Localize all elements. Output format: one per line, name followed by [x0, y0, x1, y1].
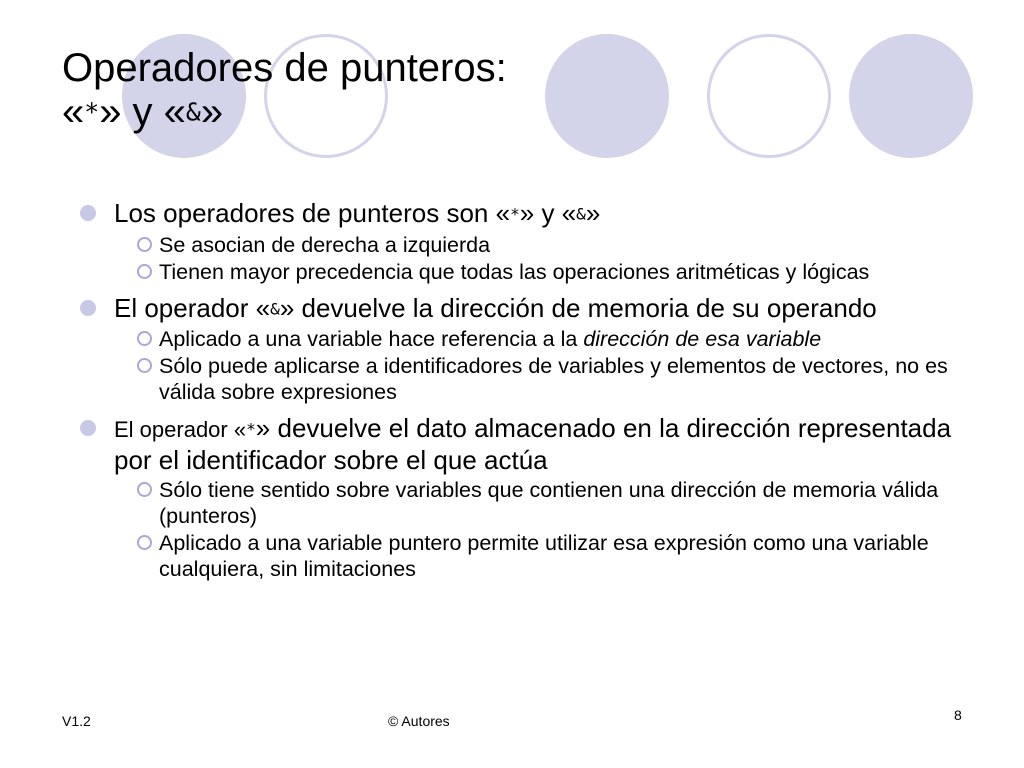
- sub-item-2-2: [114, 353, 960, 405]
- sub-item-2-1-emphasis: dirección de esa variable: [583, 327, 822, 352]
- sub-item-3-1-text: Sólo tiene sentido sobre variables que contienen una dirección de memoria válida (punteros): [159, 478, 939, 529]
- sub-item-1-2-text: Tienen mayor precedencia que todas las operaciones aritméticas y lógicas: [159, 259, 870, 284]
- sub-item-2-1: [114, 326, 960, 352]
- item-2-text-a: El operador «: [114, 292, 271, 323]
- title-text-c: »: [200, 90, 224, 134]
- decorative-ring-4: [707, 34, 831, 158]
- item-1-text-c: »: [585, 198, 601, 228]
- slide-title-line-2: [62, 90, 507, 135]
- sub-item-3-2-text: Aplicado a una variable puntero permite utilizar esa expresión como una variable cualquiera, sin limitaciones: [159, 531, 929, 582]
- slide-title: [62, 46, 507, 135]
- bullet-item-2: [80, 293, 960, 406]
- sub-item-1-1-text: Se asocian de derecha a izquierda: [159, 232, 491, 257]
- ring-bullet-icon: [137, 237, 152, 252]
- slide-title-line-1: Operadores de punteros:: [62, 46, 507, 90]
- bullet-item-1: [80, 198, 960, 285]
- ring-bullet-icon: [137, 482, 152, 497]
- slide-content: [80, 198, 960, 586]
- sub-item-3-1: [114, 477, 960, 529]
- ring-bullet-icon: [137, 331, 152, 346]
- filled-circle-bullet-icon: [80, 205, 96, 221]
- ring-bullet-icon: [137, 358, 152, 373]
- footer-copyright: © Autores: [388, 713, 450, 729]
- item-3-text-b: » devuelve el dato almacenado en la dirección representada por el identificador sobre el que actúa: [114, 413, 952, 476]
- item-2-operator: &: [270, 299, 280, 319]
- bullet-item-3: [80, 413, 960, 582]
- item-3-operator: *: [246, 419, 256, 439]
- sub-list-2: [114, 326, 960, 405]
- sub-item-2-2-text: Sólo puede aplicarse a identificadores de variables y elementos de vectores, no es válida sobre expresiones: [159, 354, 948, 405]
- item-1-operator-2: &: [576, 204, 586, 224]
- ring-bullet-icon: [137, 535, 152, 550]
- sub-item-1-1: [114, 232, 960, 258]
- sub-item-3-2: [114, 530, 960, 582]
- title-text-a: «: [62, 90, 85, 134]
- item-3-text-a: El operador «: [114, 417, 247, 443]
- sub-list-3: [114, 477, 960, 582]
- page-number: 8: [954, 707, 962, 723]
- filled-circle-bullet-icon: [80, 420, 96, 436]
- item-1-text-b: » y «: [519, 198, 577, 228]
- item-1-operator-1: *: [510, 204, 520, 224]
- filled-circle-bullet-icon: [80, 300, 96, 316]
- decorative-circle-3: [545, 34, 669, 158]
- sub-list-1: [114, 232, 960, 285]
- sub-item-1-2: [114, 259, 960, 285]
- item-2-text-b: » devuelve la dirección de memoria de su operando: [279, 292, 877, 323]
- title-operator-ampersand: &: [185, 97, 201, 127]
- item-1-text-a: Los operadores de punteros son «: [114, 198, 511, 228]
- footer-version: V1.2: [62, 713, 91, 729]
- ring-bullet-icon: [137, 264, 152, 279]
- title-operator-asterisk: *: [84, 97, 100, 127]
- sub-item-2-1-text: Aplicado a una variable hace referencia a la: [159, 327, 584, 352]
- title-text-b: » y «: [99, 90, 186, 134]
- decorative-circle-5: [849, 34, 973, 158]
- bullet-list: [80, 198, 960, 582]
